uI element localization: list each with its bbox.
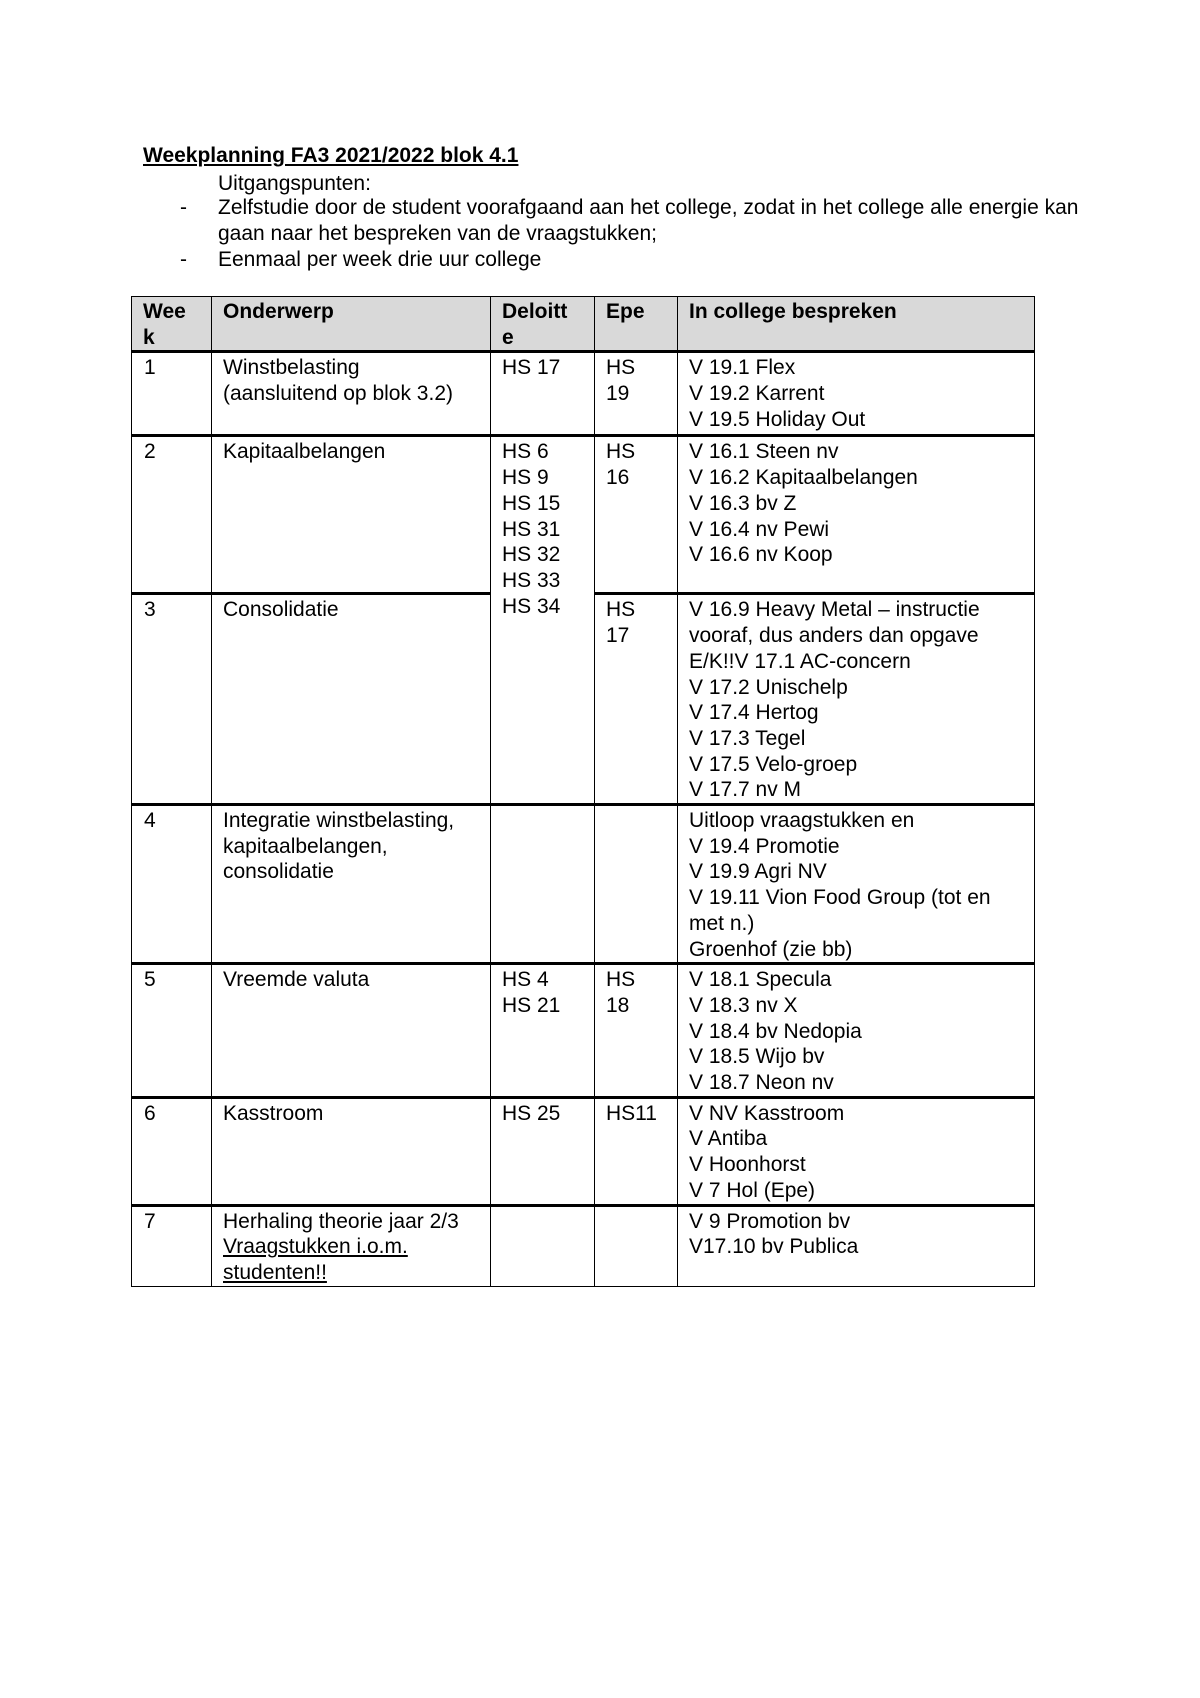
header-epe: Epe [595,297,678,352]
college-cell-line: V 17.5 Velo-groep [689,752,858,776]
college-cell [678,964,1035,1098]
epe-cell [595,436,678,594]
header-college: In college bespreken [678,297,1035,352]
college-cell [678,1097,1035,1205]
college-cell-line: V 16.4 nv Pewi [689,517,830,541]
onderwerp-cell-line: Kasstroom [223,1101,324,1125]
college-cell-line: V 16.1 Steen nv [689,440,839,464]
epe-cell-line: HS11 [606,1101,657,1125]
epe-cell-line: 16 [606,466,630,490]
header-deloitte: Deloitt e [491,297,595,352]
week-number: 4 [132,805,212,964]
table-row [132,964,1035,1098]
table-row [132,1205,1035,1286]
college-cell-line: V 18.4 bv Nedopia [689,1019,862,1043]
epe-cell-line: 17 [606,624,630,648]
college-cell-line: V 17.4 Hertog [689,701,819,725]
epe-cell-line: HS [606,968,636,992]
college-cell-line: V 16.2 Kapitaalbelangen [689,466,918,490]
header-week: Wee k [132,297,212,352]
college-cell-line: V 18.3 nv X [689,993,798,1017]
deloitte-cell [491,964,595,1098]
onderwerp-cell [212,436,491,594]
deloitte-cell [491,436,595,805]
table-row [132,352,1035,436]
deloitte-cell-line: HS 17 [502,356,561,380]
week-number: 7 [132,1205,212,1286]
epe-cell [595,594,678,805]
deloitte-cell-line: HS 4 [502,968,549,992]
college-cell [678,805,1035,964]
college-cell-line: met n.) [689,911,755,935]
college-cell-line: V 7 Hol (Epe) [689,1178,816,1202]
deloitte-cell [491,1097,595,1205]
college-cell [678,436,1035,594]
onderwerp-cell-line: Integratie winstbelasting, [223,809,455,833]
table-body [132,352,1035,1286]
epe-cell-line: HS [606,356,636,380]
onderwerp-cell-underlined-line: Vraagstukken i.o.m. [223,1235,408,1259]
epe-cell [595,1097,678,1205]
college-cell-line: V 19.1 Flex [689,356,796,380]
document-title: Weekplanning FA3 2021/2022 blok 4.1 [143,144,519,167]
onderwerp-cell-line: (aansluitend op blok 3.2) [223,382,453,406]
onderwerp-cell [212,1205,491,1286]
dash-bullet: - [180,248,187,271]
onderwerp-cell [212,352,491,436]
onderwerp-cell [212,964,491,1098]
college-cell-line: V 18.5 Wijo bv [689,1045,825,1069]
table-row [132,436,1035,594]
college-cell-line: Uitloop vraagstukken en [689,809,915,833]
epe-cell-line: 19 [606,382,630,406]
college-cell-line: V NV Kasstroom [689,1101,845,1125]
college-cell-line: E/K!!V 17.1 AC-concern [689,649,911,673]
college-cell [678,352,1035,436]
onderwerp-cell-underlined-line: studenten!! [223,1260,327,1284]
deloitte-cell-line: HS 9 [502,466,549,490]
college-cell-line: V 18.7 Neon nv [689,1071,834,1095]
epe-cell-line: HS [606,440,636,464]
college-cell-line: V 19.11 Vion Food Group (tot en [689,886,991,910]
week-number: 3 [132,594,212,805]
intro-heading: Uitgangspunten: [218,172,371,195]
onderwerp-cell [212,805,491,964]
epe-cell [595,964,678,1098]
table-header-row [132,297,1035,352]
college-cell-line: V 18.1 Specula [689,968,832,992]
deloitte-cell-line: HS 21 [502,993,561,1017]
epe-cell [595,805,678,964]
college-cell-line: V 19.4 Promotie [689,834,840,858]
bullet-item [180,247,1080,273]
onderwerp-cell-line: kapitaalbelangen, [223,834,388,858]
onderwerp-cell-line: consolidatie [223,860,334,884]
epe-cell [595,352,678,436]
college-cell-line: vooraf, dus anders dan opgave [689,624,979,648]
week-number: 5 [132,964,212,1098]
table-row [132,1097,1035,1205]
college-cell-line: V 17.7 nv M [689,778,802,802]
onderwerp-cell-line: Winstbelasting [223,356,360,380]
deloitte-cell [491,352,595,436]
week-number: 1 [132,352,212,436]
college-cell-line: V Antiba [689,1127,768,1151]
college-cell-line: V17.10 bv Publica [689,1235,859,1259]
deloitte-cell-line: HS 25 [502,1101,561,1125]
bullet-text: Zelfstudie door de student voorafgaand aan het college, zodat in het college alle energie kan gaan naar het bespreken van de vraagstukken; [218,196,1079,245]
college-cell-line: V 9 Promotion bv [689,1209,851,1233]
deloitte-cell [491,805,595,964]
college-cell-line: V 19.9 Agri NV [689,860,827,884]
college-cell-line: V 16.9 Heavy Metal – instructie [689,598,980,622]
week-number: 6 [132,1097,212,1205]
epe-cell-line: 18 [606,993,630,1017]
college-cell-line: Groenhof (zie bb) [689,937,853,961]
college-cell [678,1205,1035,1286]
onderwerp-cell-line: Kapitaalbelangen [223,440,386,464]
deloitte-cell [491,1205,595,1286]
college-cell-line: V Hoonhorst [689,1153,806,1177]
onderwerp-cell [212,594,491,805]
bullet-text: Eenmaal per week drie uur college [218,248,542,271]
epe-cell-line: HS [606,598,636,622]
week-planning-table [131,296,1035,1287]
college-cell-line: V 16.6 nv Koop [689,543,833,567]
deloitte-cell-line: HS 15 [502,491,561,515]
onderwerp-cell-line: Vreemde valuta [223,968,370,992]
college-cell-line: V 17.2 Unischelp [689,675,848,699]
deloitte-cell-line: HS 32 [502,543,561,567]
deloitte-cell-line: HS 34 [502,594,561,618]
college-cell-line: V 17.3 Tegel [689,726,806,750]
header-onderwerp: Onderwerp [212,297,491,352]
bullet-list [180,195,1080,273]
bullet-item [180,195,1080,247]
college-cell-line: V 19.5 Holiday Out [689,407,866,431]
epe-cell [595,1205,678,1286]
college-cell [678,594,1035,805]
week-number: 2 [132,436,212,594]
onderwerp-cell [212,1097,491,1205]
dash-bullet: - [180,196,187,219]
college-cell-line: V 19.2 Karrent [689,382,825,406]
deloitte-cell-line: HS 6 [502,440,549,464]
onderwerp-cell-line: Herhaling theorie jaar 2/3 [223,1209,459,1233]
deloitte-cell-line: HS 31 [502,517,561,541]
deloitte-cell-line: HS 33 [502,568,561,592]
onderwerp-cell-line: Consolidatie [223,598,339,622]
college-cell-line: V 16.3 bv Z [689,491,797,515]
table-row [132,805,1035,964]
